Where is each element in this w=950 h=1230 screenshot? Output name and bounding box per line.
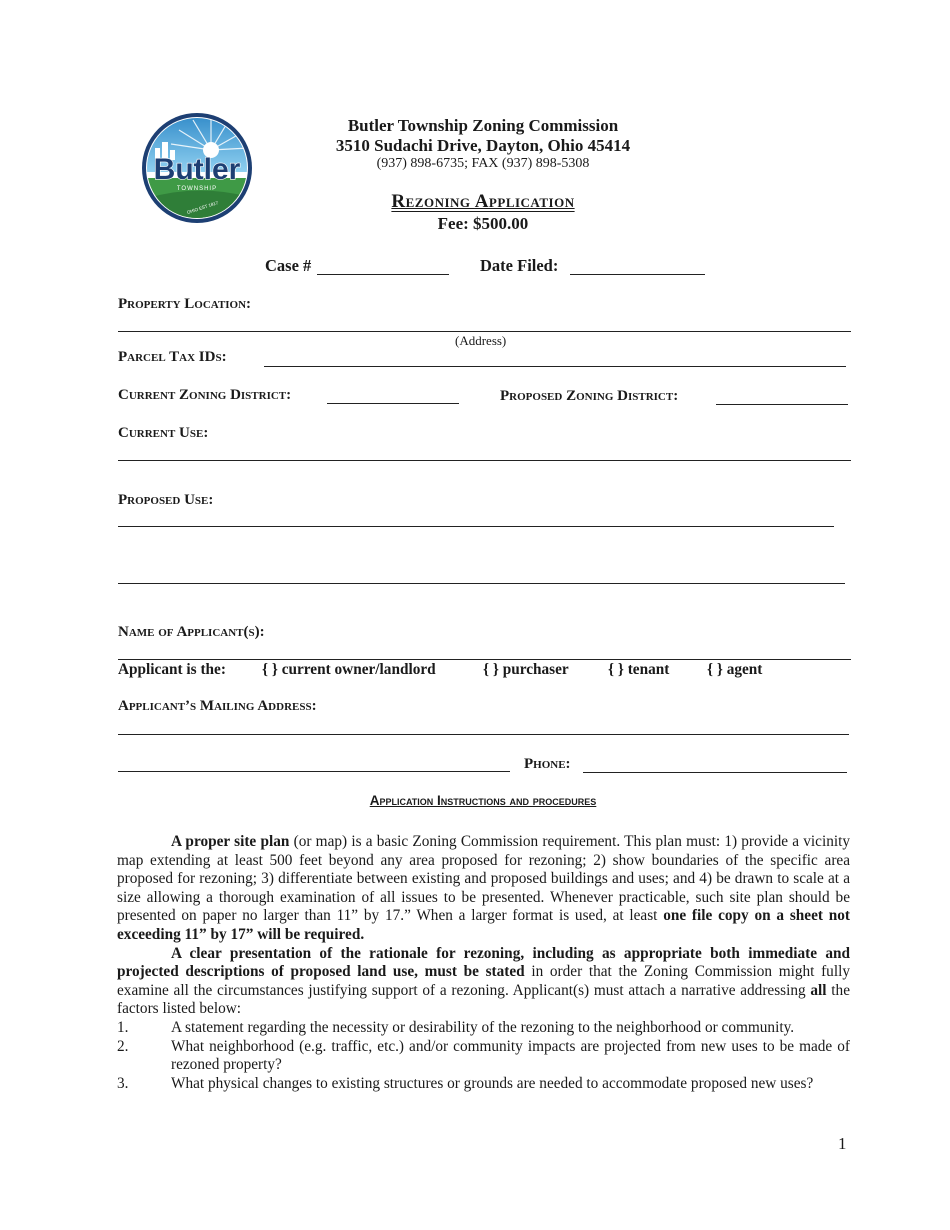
list-item-text: What neighborhood (e.g. traffic, etc.) and/or community impacts are projected from new uses to be made of rezoned property? — [171, 1037, 850, 1074]
list-item-number: 1. — [117, 1018, 129, 1036]
site-plan-paragraph — [117, 833, 850, 945]
property-location-label: Property Location: — [118, 296, 252, 312]
current-use-label: Current Use: — [118, 425, 209, 441]
proposed-use-field[interactable] — [118, 526, 834, 527]
instructions-title: Application Instructions and procedures — [369, 793, 597, 808]
logo-ring-text: OHIO EST 1817 — [186, 200, 219, 216]
current-use-field[interactable] — [118, 460, 851, 461]
form-title-wrap — [0, 191, 950, 216]
option-tenant[interactable]: { } tenant — [608, 661, 670, 678]
logo-subtitle: TOWNSHIP — [176, 186, 218, 192]
factor-list — [117, 1019, 850, 1093]
list-item-text: What physical changes to existing structures or grounds are needed to accommodate proposed new uses? — [171, 1074, 814, 1092]
parcel-tax-ids-label: Parcel Tax IDs: — [118, 349, 227, 365]
applicant-name-label: Name of Applicant(s): — [118, 624, 265, 640]
rationale-paragraph — [117, 945, 850, 1019]
proposed-use-label: Proposed Use: — [118, 492, 214, 508]
mailing-address-label: Applicant’s Mailing Address: — [118, 698, 317, 714]
applicant-name-field[interactable] — [118, 659, 851, 660]
rationale-all: all — [810, 981, 827, 999]
rationale-lead: A clear presentation of the rationale for rezoning, including as appropriate both immediate and projected descriptions of proposed land use, must be stated — [117, 944, 850, 981]
site-plan-requirement: one file copy on a sheet not exceeding 11” by 17” will be required. — [117, 907, 850, 943]
property-location-field[interactable] — [118, 331, 851, 332]
rationale-tail: the factors listed below: — [117, 981, 850, 1018]
list-item — [117, 1019, 850, 1038]
mailing-address-field[interactable] — [118, 734, 849, 735]
org-contact: (937) 898-6735; FAX (937) 898-5308 — [376, 156, 590, 171]
phone-label: Phone: — [524, 756, 571, 772]
date-filed-field[interactable] — [570, 274, 705, 275]
case-number-field[interactable] — [317, 274, 449, 275]
page-number: 1 — [838, 1134, 847, 1153]
logo-wordmark: Butler — [153, 153, 241, 186]
option-owner[interactable]: { } current owner/landlord — [262, 661, 436, 678]
instructions-body — [117, 833, 850, 1093]
phone-field[interactable] — [583, 772, 847, 773]
proposed-zoning-district-field[interactable] — [716, 404, 848, 405]
option-purchaser[interactable]: { } purchaser — [483, 661, 569, 678]
list-item-text: A statement regarding the necessity or desirability of the rezoning to the neighborhood or community. — [171, 1018, 795, 1036]
form-title: Rezoning Application — [391, 191, 575, 212]
date-filed-label: Date Filed: — [480, 256, 559, 275]
mailing-address-field-2[interactable] — [118, 771, 510, 772]
proposed-zoning-district-label: Proposed Zoning District: — [500, 388, 679, 404]
proposed-use-field-2[interactable] — [118, 583, 845, 584]
rationale-text: in order that the Zoning Commission might fully examine all the circumstances justifying support of a rezoning. Applicant(s) must attach a narrative addressing — [117, 963, 850, 999]
parcel-tax-ids-field[interactable] — [264, 366, 846, 367]
site-plan-lead: A proper site plan — [171, 833, 290, 850]
fee: Fee: $500.00 — [437, 214, 529, 233]
address-caption: (Address) — [455, 333, 507, 348]
list-item-number: 2. — [117, 1037, 129, 1055]
list-item — [117, 1038, 850, 1075]
applicant-is-label: Applicant is the: — [118, 661, 226, 678]
list-item-number: 3. — [117, 1074, 129, 1092]
current-zoning-district-field[interactable] — [327, 403, 459, 404]
option-agent[interactable]: { } agent — [707, 661, 763, 678]
org-address: 3510 Sudachi Drive, Dayton, Ohio 45414 — [335, 136, 631, 155]
case-number-label: Case # — [265, 256, 312, 275]
current-zoning-district-label: Current Zoning District: — [118, 387, 292, 403]
site-plan-text: (or map) is a basic Zoning Commission requirement. This plan must: 1) provide a vicinity map extending at least 500 feet beyond any area proposed for rezoning; 2) show boundaries of the specific area proposed for rezoning; 3) differentiate between existing and proposed buildings and uses; and 4) be drawn to scale at a size allowing a thorough examination of all issues to be presented. Whenever practicable, such site plan should be presented on paper no larger than 11” by 17.” When a larger format is used, at least — [117, 833, 850, 925]
org-name: Butler Township Zoning Commission — [347, 116, 619, 135]
list-item — [117, 1075, 850, 1094]
